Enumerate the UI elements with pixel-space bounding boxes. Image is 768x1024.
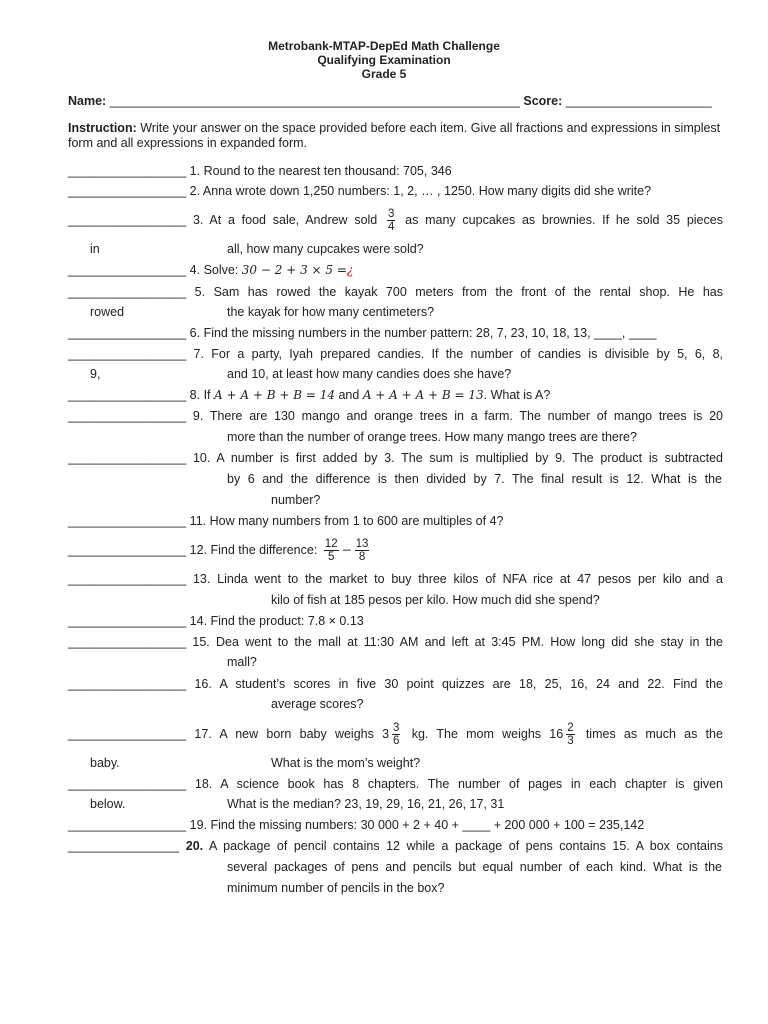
exam-title: Qualifying Examination — [317, 53, 451, 67]
question-text: 4. Solve: — [189, 263, 239, 277]
answer-blank[interactable]: _________________ — [68, 635, 187, 649]
question-text: as many cupcakes as brownies. If he sold 35 pieces — [405, 212, 723, 227]
question-5-wrap: rowed — [90, 305, 125, 319]
answer-blank[interactable]: _________________ — [68, 542, 187, 557]
question-20-continuation: several packages of pens and pencils but equal number of each kind. What is the — [227, 860, 722, 874]
question-text: 9. There are 130 mango and orange trees in a farm. The number of mango trees is 20 — [192, 409, 723, 423]
grade-level: Grade 5 — [361, 67, 407, 81]
question-11 — [68, 511, 723, 531]
answer-blank[interactable]: _________________ — [68, 726, 187, 741]
answer-blank[interactable]: _________________ — [68, 263, 187, 277]
question-text: 18. A science book has 8 chapters. The number of pages in each chapter is given — [194, 777, 723, 791]
question-8 — [68, 385, 723, 405]
score-blank[interactable]: _____________________ — [565, 94, 712, 108]
instruction — [68, 121, 723, 151]
contest-title: Metrobank-MTAP-DepEd Math Challenge — [268, 39, 500, 53]
answer-blank[interactable]: _________________ — [68, 285, 187, 299]
fraction-three-fourths: $\frac{3}{4}$ — [388, 208, 395, 233]
instruction-text: Write your answer on the space provided before each item. Give all fractions and expressions in simplest form and all expressions in expanded form. — [68, 121, 721, 150]
answer-blank[interactable]: _________________ — [68, 388, 187, 402]
question-text: . What is A? — [483, 388, 551, 402]
question-10-continuation-2: number? — [271, 493, 321, 507]
question-17 — [68, 722, 723, 747]
question-text: 7. For a party, Iyah prepared candies. If the number of candies is divisible by 5, 6, 8, — [193, 347, 724, 361]
question-16-continuation: average scores? — [271, 697, 364, 711]
answer-blank[interactable]: _________________ — [68, 212, 187, 227]
question-20-continuation-2: minimum number of pencils in the box? — [227, 881, 445, 895]
answer-blank[interactable]: _________________ — [68, 451, 187, 465]
question-16 — [68, 674, 723, 694]
question-text: 11. How many numbers from 1 to 600 are multiples of 4? — [189, 514, 504, 528]
question-18-wrap: below. — [90, 797, 126, 811]
question-17-wrap: baby. — [90, 756, 120, 770]
question-text: 14. Find the product: — [189, 614, 305, 628]
question-13 — [68, 569, 723, 589]
answer-blank[interactable]: _________________ — [68, 164, 187, 178]
question-number: 20. — [185, 839, 204, 853]
fraction-twelve-fifths: $\frac{12}{5}$ — [324, 538, 338, 563]
question-text: 16. A student’s scores in five 30 point quizzes are 18, 25, 16, 24 and 22. Find the — [194, 677, 723, 691]
question-text: 6. Find the missing numbers in the number pattern: 28, 7, 23, 10, 18, 13, ____, ____ — [189, 326, 657, 340]
answer-blank[interactable]: _________________ — [68, 409, 187, 423]
question-13-continuation: kilo of fish at 185 pesos per kilo. How much did she spend? — [271, 593, 600, 607]
question-7-continuation: and 10, at least how many candies does she have? — [227, 367, 512, 381]
question-7-wrap: 9, — [90, 367, 101, 381]
question-2 — [68, 181, 723, 201]
question-7 — [68, 344, 723, 364]
answer-blank[interactable]: _________________ — [68, 572, 187, 586]
question-10 — [68, 448, 723, 468]
unknown-mark: ¿ — [346, 263, 354, 277]
fraction-part: $\frac{3}{6}$ — [393, 722, 400, 747]
question-18-continuation: What is the median? 23, 19, 29, 16, 21, 26, 17, 31 — [227, 797, 505, 811]
exam-header — [0, 39, 768, 81]
question-5 — [68, 282, 723, 302]
question-text: 8. If — [189, 388, 211, 402]
question-9-continuation: more than the number of orange trees. How many mango trees are there? — [227, 430, 637, 444]
question-text: 13. Linda went to the market to buy three kilos of NFA rice at 47 pesos per kilo and a — [192, 572, 723, 586]
question-text: 12. Find the difference: — [189, 542, 318, 557]
name-label: Name: — [68, 94, 107, 108]
answer-blank[interactable]: ________________ — [68, 839, 180, 853]
fraction-part: $\frac{2}{3}$ — [567, 722, 574, 747]
question-19 — [68, 815, 723, 835]
question-17-continuation: What is the mom’s weight? — [271, 756, 421, 770]
math-expression: A + A + A + B = 13 — [362, 388, 484, 402]
answer-blank[interactable]: _________________ — [68, 347, 187, 361]
question-20 — [68, 836, 723, 856]
question-text: 2. Anna wrote down 1,250 numbers: 1, 2, … , 1250. How many digits did she write? — [189, 184, 652, 198]
question-3 — [68, 208, 723, 233]
question-text: 1. Round to the nearest ten thousand: 705, 346 — [189, 164, 452, 178]
question-text: A package of pencil contains 12 while a package of pens contains 15. A box contains — [208, 839, 723, 853]
name-score-line — [68, 94, 723, 108]
mixed-number-baby: 3 $\frac{3}{6}$ — [382, 722, 400, 747]
answer-blank[interactable]: _________________ — [68, 777, 187, 791]
question-10-continuation: by 6 and the difference is then divided by 7. The final result is 12. What is the — [227, 472, 722, 486]
answer-blank[interactable]: _________________ — [68, 677, 187, 691]
question-text: and — [338, 388, 360, 402]
instruction-label: Instruction: — [68, 121, 137, 135]
question-text: kg. The mom weighs — [411, 726, 542, 741]
question-text: 17. A new born baby weighs — [194, 726, 374, 741]
question-text: 15. Dea went to the mall at 11:30 AM and left at 3:45 PM. How long did she stay in the — [192, 635, 723, 649]
fraction-thirteen-eighths: $\frac{13}{8}$ — [355, 538, 369, 563]
question-12 — [68, 538, 723, 563]
question-1 — [68, 161, 723, 181]
question-3-wrap: in — [90, 242, 100, 256]
math-expression: A + A + B + B = 14 — [214, 388, 335, 402]
answer-blank[interactable]: _________________ — [68, 514, 187, 528]
question-text: 10. A number is first added by 3. The sum is multiplied by 9. The product is subtracted — [192, 451, 723, 465]
math-expression: 30 − 2 + 3 × 5 = — [241, 263, 347, 277]
answer-blank[interactable]: _________________ — [68, 614, 187, 628]
name-blank[interactable]: ___________________________________________________________ — [109, 94, 520, 108]
question-text: 19. Find the missing numbers: 30 000 + 2 + 40 + ____ + 200 000 + 100 = 235,142 — [189, 818, 645, 832]
answer-blank[interactable]: _________________ — [68, 818, 187, 832]
question-9 — [68, 406, 723, 426]
question-5-continuation: the kayak for how many centimeters? — [227, 305, 435, 319]
question-6 — [68, 323, 723, 343]
question-4 — [68, 260, 723, 280]
question-text: 3. At a food sale, Andrew sold — [192, 212, 378, 227]
math-expression: 7.8 × 0.13 — [307, 614, 364, 628]
question-text: times as much as the — [585, 726, 723, 741]
answer-blank[interactable]: _________________ — [68, 184, 187, 198]
question-15-continuation: mall? — [227, 655, 257, 669]
mixed-number-mom: 16 $\frac{2}{3}$ — [549, 722, 574, 747]
answer-blank[interactable]: _________________ — [68, 326, 187, 340]
score-label: Score: — [523, 94, 563, 108]
minus-sign: − — [341, 542, 352, 557]
question-15 — [68, 632, 723, 652]
question-3-continuation: all, how many cupcakes were sold? — [227, 242, 424, 256]
question-text: 5. Sam has rowed the kayak 700 meters from the front of the rental shop. He has — [194, 285, 723, 299]
question-18 — [68, 774, 723, 794]
question-14 — [68, 611, 723, 631]
